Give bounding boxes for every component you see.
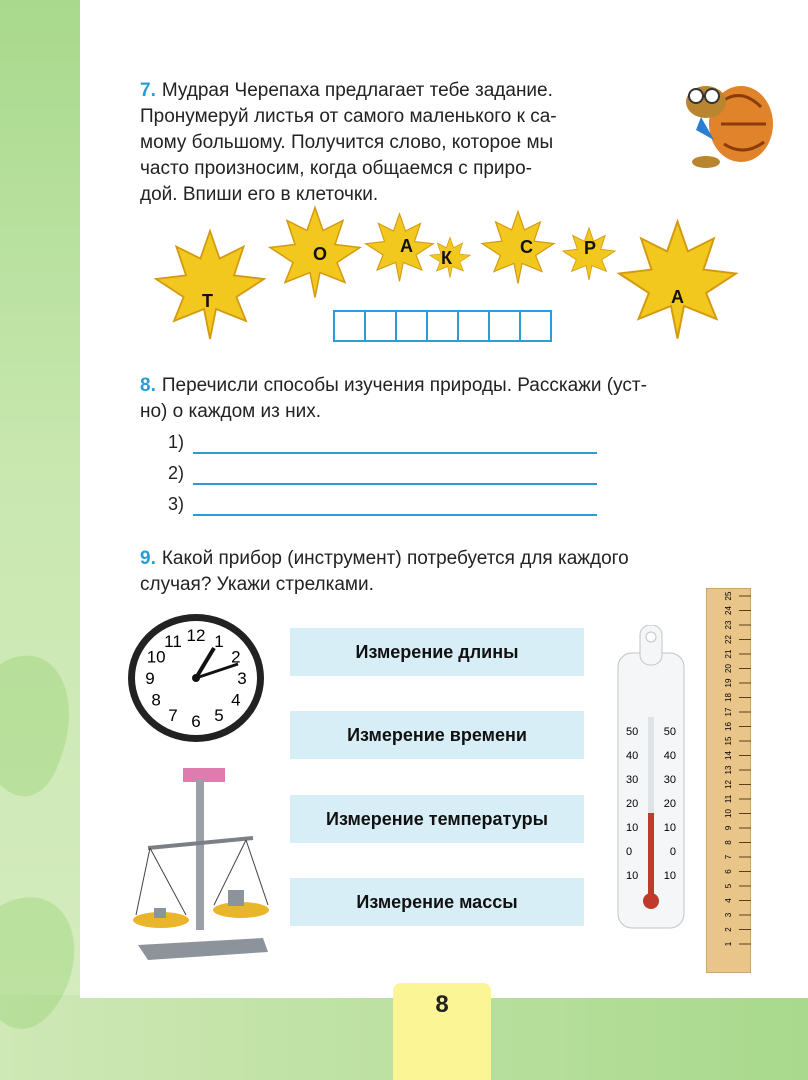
clock-number: 9 [145, 669, 155, 688]
maple-leaf-icon [605, 215, 750, 345]
ruler-mark: 23 [724, 620, 733, 630]
ruler-mark: 25 [724, 591, 733, 601]
task-9-number: 9. [140, 548, 156, 569]
background-leaf-decoration [0, 600, 90, 1080]
label-temperature[interactable]: Измерение температуры [290, 795, 584, 843]
label-mass[interactable]: Измерение массы [290, 878, 584, 926]
task-7-line: дой. Впиши его в клеточки. [140, 184, 379, 205]
ruler-mark: 20 [724, 664, 733, 673]
task-8-number: 8. [140, 375, 156, 396]
task-7-line: Мудрая Черепаха предлагает тебе задание. [161, 80, 553, 101]
maple-leaf [605, 215, 750, 350]
clock-number: 10 [146, 647, 166, 667]
thermometer-scale-label: 10 [663, 822, 676, 834]
label-time[interactable]: Измерение времени [290, 711, 584, 759]
task-7 [140, 78, 650, 208]
task-9-line: Какой прибор (инструмент) потребуется для каждого [161, 548, 629, 569]
clock-number: 7 [168, 706, 178, 726]
thermometer-scale-label: 20 [663, 798, 676, 810]
leaf-letter: Т [202, 291, 213, 311]
answer-cell[interactable] [397, 312, 428, 340]
ruler-mark: 5 [724, 883, 733, 889]
task-8-line: но) о каждом из них. [140, 401, 322, 422]
ruler-mark: 2 [724, 927, 733, 932]
clock-number: 8 [151, 690, 161, 710]
ruler-mark: 12 [724, 780, 733, 789]
clock-number: 5 [214, 706, 224, 726]
thermometer-scale-label: 20 [626, 798, 639, 810]
answer-cell[interactable] [459, 312, 490, 340]
ruler-mark: 17 [724, 707, 733, 717]
task-7-line: Пронумеруй листья от самого маленького к са- [140, 106, 557, 127]
leaf-letter: Р [584, 238, 597, 258]
ruler-mark: 3 [724, 912, 733, 918]
wise-turtle-illustration [666, 62, 776, 172]
clock-number: 6 [191, 712, 201, 731]
thermometer-scale-label: 50 [663, 726, 676, 738]
answer-number: 3) [168, 494, 185, 514]
ruler-mark: 1 [724, 941, 733, 947]
answer-line[interactable] [193, 514, 597, 516]
ruler-mark: 18 [724, 693, 733, 702]
maple-leaf [140, 225, 280, 350]
answer-number: 1) [168, 432, 185, 452]
clock-illustration [126, 612, 266, 744]
ruler-mark: 22 [724, 635, 733, 644]
answer-cell[interactable] [490, 312, 521, 340]
ruler-mark: 16 [724, 722, 733, 731]
ruler-mark: 19 [724, 678, 733, 688]
label-length[interactable]: Измерение длины [290, 628, 584, 676]
leaf-letter: К [441, 248, 452, 268]
thermometer-scale-label: 40 [626, 750, 639, 762]
thermometer-scale-label: 0 [669, 846, 676, 858]
leaf-letter: А [400, 236, 413, 256]
answer-cells [333, 310, 552, 342]
ruler-mark: 21 [724, 649, 733, 659]
clock-number: 2 [231, 647, 241, 667]
ruler-mark: 4 [724, 898, 733, 903]
answer-cell[interactable] [428, 312, 459, 340]
maple-leaf-icon [140, 225, 280, 345]
thermometer-scale-label: 40 [663, 750, 676, 762]
clock-number: 12 [186, 626, 206, 645]
leaf-letter: А [671, 287, 684, 307]
leaf-letter: С [520, 237, 533, 257]
task-8 [140, 373, 752, 425]
ruler-mark: 7 [724, 854, 733, 860]
ruler-mark: 13 [724, 765, 733, 775]
task-9 [140, 546, 752, 601]
task-8-line: Перечисли способы изучения природы. Расскажи (уст- [161, 375, 647, 396]
ruler-mark: 15 [724, 736, 733, 746]
answer-cell[interactable] [335, 312, 366, 340]
clock-number: 3 [237, 669, 247, 688]
leaf-letter: О [313, 244, 328, 264]
answer-line[interactable] [193, 452, 597, 454]
thermometer-scale-label: 10 [626, 870, 639, 882]
thermometer-scale-label: 10 [663, 870, 676, 882]
thermometer-scale-label: 50 [626, 726, 639, 738]
maple-leaf [478, 205, 558, 295]
maple-leaf [425, 235, 475, 285]
answer-cell[interactable] [521, 312, 550, 340]
maple-leaf-icon [478, 205, 558, 290]
clock-number: 4 [231, 690, 241, 710]
task-9-line: случая? Укажи стрелками. [140, 574, 374, 595]
thermometer-scale-label: 10 [626, 822, 639, 834]
answer-number: 2) [168, 463, 185, 483]
answer-cell[interactable] [366, 312, 397, 340]
ruler-mark: 9 [724, 825, 733, 831]
clock-number: 1 [214, 631, 224, 651]
page-number: 8 [393, 983, 491, 1080]
task-7-line: мому большому. Получится слово, которое мы [140, 132, 554, 153]
balance-scales-illustration [128, 760, 273, 970]
task-7-number: 7. [140, 80, 156, 101]
answer-line[interactable] [193, 483, 597, 485]
thermometer-scale-label: 30 [663, 774, 676, 786]
ruler-mark: 11 [724, 794, 733, 804]
task-7-line: часто произносим, когда общаемся с приро- [140, 158, 532, 179]
ruler-mark: 6 [724, 869, 733, 874]
ruler-mark: 24 [724, 606, 733, 615]
thermometer-illustration [612, 625, 690, 930]
thermometer-scale-label: 0 [626, 846, 633, 858]
clock-number: 11 [164, 631, 182, 651]
thermometer-scale-label: 30 [626, 774, 639, 786]
ruler-illustration [706, 588, 751, 973]
ruler-mark: 8 [724, 840, 733, 845]
ruler-mark: 10 [724, 809, 733, 818]
maple-leaf [265, 200, 365, 310]
ruler-mark: 14 [724, 751, 733, 760]
